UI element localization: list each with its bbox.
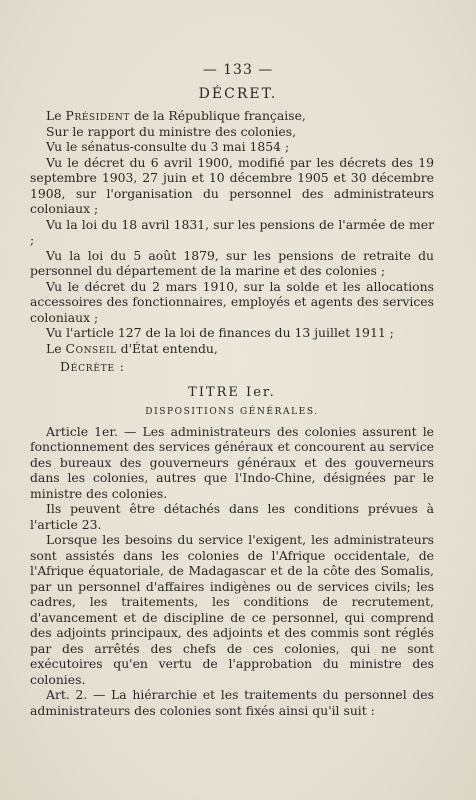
paragraph-decret-1910: Vu le décret du 2 mars 1910, sur la solde et les allocations accessoires des fonctionnaires, employés et agents des services coloniaux ; xyxy=(30,278,434,325)
president-title: Président xyxy=(65,108,130,123)
paragraph-rapport: Sur le rapport du ministre des colonies, xyxy=(46,123,297,139)
president-rest: de la République française, xyxy=(133,108,306,123)
paragraph-article-127: Vu l'article 127 de la loi de finances du 13 juillet 1911 ; xyxy=(46,325,394,340)
titre-heading: TITRE Ier. xyxy=(188,384,276,400)
conseil-prefix: Le xyxy=(46,340,62,356)
paragraph-loi-1879: Vu la loi du 5 août 1879, sur les pensions de retraite du personnel du département de la marine et des colonies ; xyxy=(30,247,434,278)
paragraph-loi-1831: Vu la loi du 18 avril 1831, sur les pensions de l'armée de mer ; xyxy=(30,216,434,247)
president-prefix: Le xyxy=(46,108,62,123)
page-number: — 133 — xyxy=(202,62,274,78)
decrete-line: Décrète : xyxy=(60,359,125,374)
article-1-assistance: Lorsque les besoins du service l'exigent, les administrateurs sont assistés dans les colonies de l'Afrique occidentale, de l'Afrique équatoriale, de Madagascar et de la côte des Somalis, par un personnel d'affaires indigènes ou de services civils; les cadres, les traitements, les conditions de recrutement, d'avancement et de discipline de ce personnel, qui comprend des adjoints principaux, des adjoints et des commis sont réglés par des arrêtés des chefs de ces colonies, qui ne sont exécutoires qu'en vertu de l'approbation du ministre des colonies. xyxy=(30,532,434,687)
article-1: Article 1er. — Les administrateurs des colonies assurent le fonctionnement des services généraux et concourent au service des bureaux des gouverneurs généraux et des gouverneurs dans les colonies, autres que l'Indo-Chine, désignées par le ministre des colonies. xyxy=(30,423,434,501)
paragraph-decret-1900: Vu le décret du 6 avril 1900, modifié par les décrets des 19 septembre 1903, 27 juin et 10 décembre 1905 et 30 décembre 1908, sur l'organisation du personnel des administrateurs coloniaux ; xyxy=(30,154,434,216)
president-line xyxy=(30,108,434,124)
decree-body xyxy=(30,108,434,718)
conseil-rest: d'État entendu, xyxy=(120,340,218,356)
titre-subtitle: DISPOSITIONS GÉNÉRALES. xyxy=(145,407,319,417)
conseil-title: Conseil xyxy=(65,340,117,356)
article-1-detachement: Ils peuvent être détachés dans les conditions prévues à l'article 23. xyxy=(30,501,434,532)
decree-heading: DÉCRET. xyxy=(198,86,278,102)
conseil-line xyxy=(30,341,434,357)
article-2: Art. 2. — La hiérarchie et les traitements du personnel des administrateurs des colonies sont fixés ainsi qu'il suit : xyxy=(30,687,434,718)
paragraph-senatus-consulte: Vu le sénatus-consulte du 3 mai 1854 ; xyxy=(46,139,290,154)
